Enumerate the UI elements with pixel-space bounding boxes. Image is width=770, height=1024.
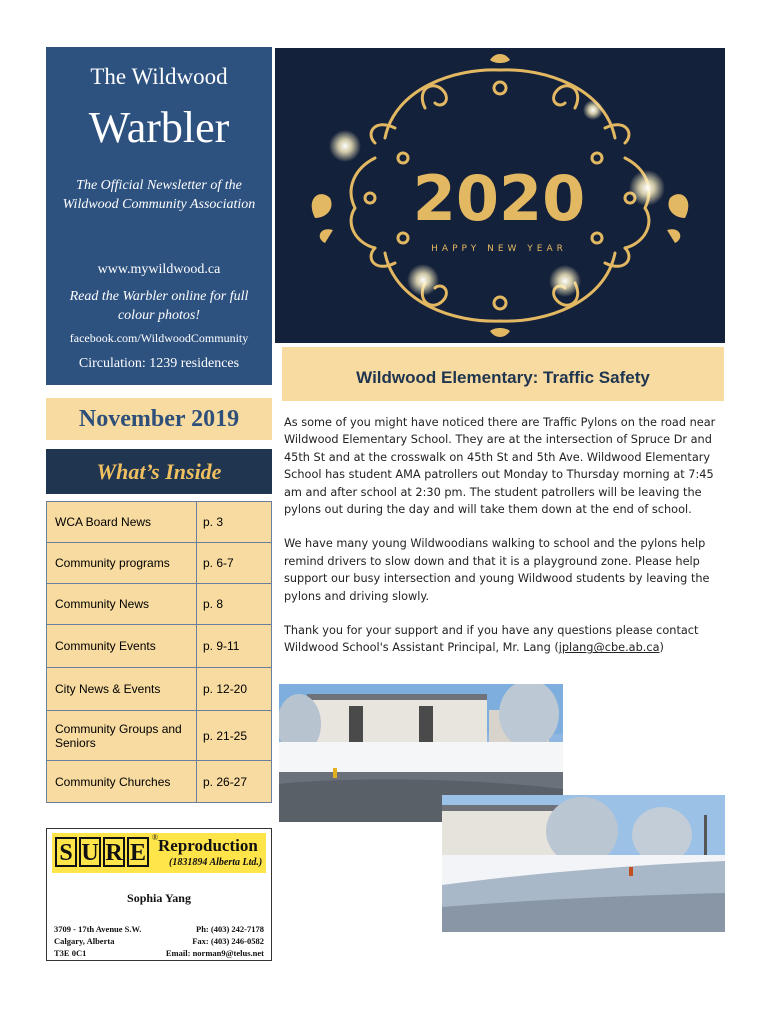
toc-row bbox=[47, 761, 272, 803]
article-paragraph bbox=[284, 622, 724, 657]
ad-phone: Ph: (403) 242-7178 bbox=[196, 924, 264, 934]
logo-letter: S bbox=[55, 837, 77, 867]
registered-mark: ® bbox=[152, 833, 159, 842]
toc-page: p. 6-7 bbox=[197, 543, 272, 584]
toc-page: p. 26-27 bbox=[197, 761, 272, 803]
year-text: 2020 bbox=[412, 162, 586, 235]
logo-letter: U bbox=[79, 837, 101, 867]
table-of-contents bbox=[46, 501, 272, 803]
ad-banner bbox=[52, 833, 266, 873]
toc-page: p. 12-20 bbox=[197, 668, 272, 711]
newsletter-title: Warbler bbox=[88, 103, 230, 152]
school-photo bbox=[442, 795, 725, 932]
article-body bbox=[284, 414, 724, 674]
sparkle-icon bbox=[549, 265, 581, 297]
read-online-note: Read the Warbler online for full colour photos! bbox=[69, 289, 249, 323]
ad-address-line: T3E 0C1 bbox=[54, 948, 87, 958]
toc-page: p. 3 bbox=[197, 502, 272, 543]
toc-label: Community News bbox=[47, 584, 197, 625]
ad-address bbox=[54, 923, 141, 959]
article-paragraph: As some of you might have noticed there are Traffic Pylons on the road near Wildwood Elementary School. They are at the intersection of Spruce Dr and 45th St and at the crosswalk on 45th St and 5th Ave. Wildwood Elementary School has student AMA patrollers out Monday to Thursday morning at 7:45 am and after school at 2:30 pm. The student patrollers will be leaving the pylons out during the day and will take them down at the end of school. bbox=[284, 416, 716, 517]
issue-date: November 2019 bbox=[46, 398, 272, 440]
whats-inside-heading: What’s Inside bbox=[46, 449, 272, 494]
website-link[interactable]: www.mywildwood.ca bbox=[97, 262, 221, 277]
toc-row bbox=[47, 668, 272, 711]
new-year-artwork bbox=[275, 48, 725, 343]
masthead bbox=[46, 47, 272, 385]
greeting-text: HAPPY NEW YEAR bbox=[431, 244, 567, 254]
sparkle-icon bbox=[407, 264, 439, 296]
toc-row bbox=[47, 584, 272, 625]
ad-fax: Fax: (403) 246-0582 bbox=[192, 936, 264, 946]
ad-address-line: 3709 - 17th Avenue S.W. bbox=[54, 924, 142, 934]
toc-label: WCA Board News bbox=[47, 502, 197, 543]
article-paragraph: We have many young Wildwoodians walking to school and the pylons help remind drivers to slow down and that it is a playground zone. Please help support our busy intersection and young Wildwood students by leaving the pylons and driving slowly. bbox=[284, 537, 710, 603]
ad-corporation-number: (1831894 Alberta Ltd.) bbox=[169, 857, 263, 868]
article-title: Wildwood Elementary: Traffic Safety bbox=[282, 347, 724, 401]
circulation-text: Circulation: 1239 residences bbox=[78, 356, 240, 371]
sparkle-icon bbox=[583, 100, 603, 120]
toc-row bbox=[47, 502, 272, 543]
sparkle-icon bbox=[329, 130, 361, 162]
toc-label: City News & Events bbox=[47, 668, 197, 711]
sure-logo bbox=[55, 837, 149, 867]
toc-row bbox=[47, 543, 272, 584]
newsletter-title-prefix: The Wildwood bbox=[90, 64, 228, 89]
facebook-link[interactable]: facebook.com/WildwoodCommunity bbox=[69, 331, 249, 345]
school-photo-drawing bbox=[442, 795, 725, 932]
sure-reproduction-ad bbox=[46, 828, 272, 961]
toc-page: p. 21-25 bbox=[197, 711, 272, 761]
toc-row bbox=[47, 711, 272, 761]
toc-label: Community Groups and Seniors bbox=[47, 711, 197, 761]
logo-letter: R bbox=[103, 837, 125, 867]
ad-email[interactable]: Email: norman9@telus.net bbox=[165, 948, 264, 958]
new-year-banner bbox=[275, 48, 725, 343]
toc-row bbox=[47, 625, 272, 668]
ad-address-line: Calgary, Alberta bbox=[54, 936, 115, 946]
contact-text: Thank you for your support and if you have any questions please contact Wildwood School's Assistant Principal, Mr. Lang ( bbox=[284, 624, 699, 655]
toc-label: Community programs bbox=[47, 543, 197, 584]
toc-label: Community Churches bbox=[47, 761, 197, 803]
ad-contact-info bbox=[166, 923, 264, 959]
newsletter-tagline: The Official Newsletter of the Wildwood Community Association bbox=[62, 178, 256, 212]
contact-text-end: ) bbox=[659, 641, 664, 655]
toc-page: p. 9-11 bbox=[197, 625, 272, 668]
logo-letter: E bbox=[127, 837, 149, 867]
toc-label: Community Events bbox=[47, 625, 197, 668]
ad-company-name: Reproduction bbox=[158, 836, 258, 855]
ad-contact-person: Sophia Yang bbox=[127, 891, 191, 905]
toc-page: p. 8 bbox=[197, 584, 272, 625]
sparkle-icon bbox=[629, 170, 665, 206]
email-link[interactable]: jplang@cbe.ab.ca bbox=[558, 641, 660, 655]
